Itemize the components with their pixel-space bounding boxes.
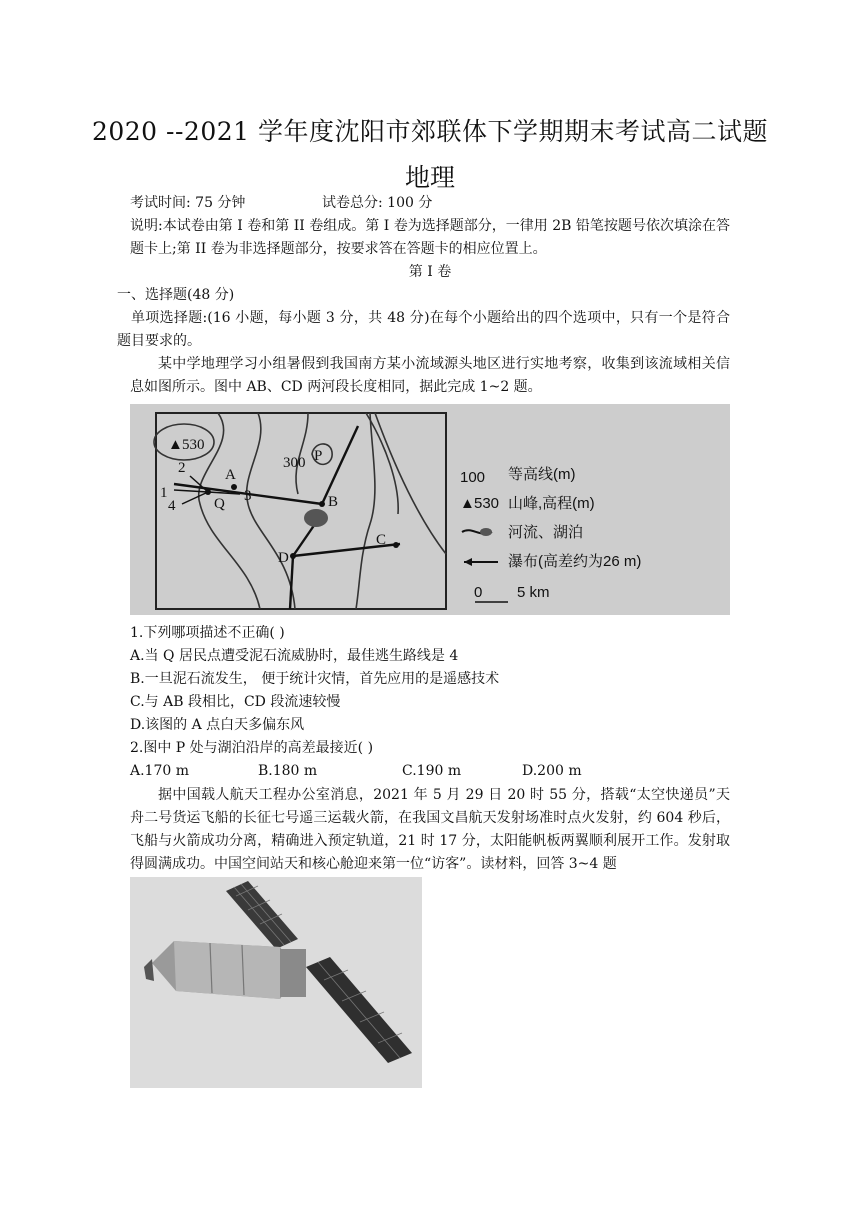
q1-option-d: D.该图的 A 点白天多偏东风 xyxy=(130,717,305,733)
section-label: 第 I 卷 xyxy=(408,264,452,280)
label-d: D xyxy=(278,550,289,566)
point-a xyxy=(231,484,237,490)
context-1: 某中学地理学习小组暑假到我国南方某小流域源头地区进行实地考察，收集到该流域相关信息如图所示。图中 AB、CD 两河段长度相同，据此完成 1~2 题。 xyxy=(130,356,730,395)
peak-symbol: ▲ xyxy=(168,437,183,453)
svg-text:▲: ▲ xyxy=(460,495,475,512)
q2-stem: 2.图中 P 处与湖泊沿岸的高差最接近( ) xyxy=(130,740,374,756)
peak-label: 530 xyxy=(182,437,205,453)
point-d xyxy=(290,553,296,559)
q2-option-a: A.170 m xyxy=(130,763,190,779)
label-a: A xyxy=(225,467,236,483)
lake xyxy=(304,509,328,527)
exam-time: 考试时间: 75 分钟 xyxy=(130,195,246,211)
legend-waterfall: 瀑布(高差约为26 m) xyxy=(508,553,642,570)
exam-note: 说明:本试卷由第 I 卷和第 II 卷组成。第 I 卷为选择题部分，一律用 2B 铅笔按题号依次填涂在答题卡上;第 II 卷为非选择题部分，按要求答在答题卡的相应位置上。 xyxy=(130,218,730,257)
exam-title: 2020 --2021 学年度沈阳市郊联体下学期期末考试高二试题 xyxy=(91,117,769,146)
p-elevation: 300 xyxy=(283,455,306,471)
part-heading: 一、选择题(48 分) xyxy=(117,287,235,303)
legend-contour: 等高线(m) xyxy=(508,466,576,483)
legend-scale-km: 5 km xyxy=(517,584,550,601)
spacecraft-photo xyxy=(130,877,422,1088)
point-c xyxy=(393,542,399,548)
p-label: P xyxy=(314,448,323,464)
q2-option-b: B.180 m xyxy=(258,763,318,779)
part-instructions: 单项选择题:(16 小题，每小题 3 分，共 48 分)在每个小题给出的四个选项中，只有一个是符合题目要求的。 xyxy=(117,310,730,349)
q1-option-c: C.与 AB 段相比，CD 段流速较慢 xyxy=(130,694,341,710)
route-2: 2 xyxy=(178,460,186,476)
context-2: 据中国载人航天工程办公室消息，2021 年 5 月 29 日 20 时 55 分，搭载“太空快递员”天舟二号货运飞船的长征七号遥三运载火箭，在我国文昌航天发射场准时点火发射，约 604 秒后，飞船与火箭成功分离，精确进入预定轨道，21 时 17 分，太阳能帆板两翼顺利展开工作。发射取得圆满成功。中国空间站天和核心舱迎来第一位“访客”。读材料，回答 3~4 题 xyxy=(130,787,730,872)
exam-score: 试卷总分: 100 分 xyxy=(322,195,433,211)
route-1: 1 xyxy=(160,485,168,501)
point-b xyxy=(319,501,325,507)
q1-option-b: B.一旦泥石流发生， 便于统计灾情，首先应用的是遥感技术 xyxy=(130,671,500,687)
q1-stem: 1.下列哪项描述不正确( ) xyxy=(130,625,285,641)
legend-peak-value: 530 xyxy=(474,495,500,512)
legend-contour-sample: 100 xyxy=(460,469,486,486)
contour-map xyxy=(130,404,730,615)
q2-option-c: C.190 m xyxy=(402,763,462,779)
legend-river: 河流、湖泊 xyxy=(508,524,584,541)
label-q: Q xyxy=(214,496,225,512)
legend-scale-zero: 0 xyxy=(474,584,483,601)
route-3: 3 xyxy=(244,488,252,504)
legend-peak: 山峰,高程(m) xyxy=(508,495,595,512)
q2-option-d: D.200 m xyxy=(522,763,582,779)
q1-option-a: A.当 Q 居民点遭受泥石流威胁时，最佳逃生路线是 4 xyxy=(130,648,459,664)
subject-title: 地理 xyxy=(404,163,455,192)
route-4: 4 xyxy=(168,498,176,514)
label-b: B xyxy=(328,494,339,510)
label-c: C xyxy=(376,532,387,548)
